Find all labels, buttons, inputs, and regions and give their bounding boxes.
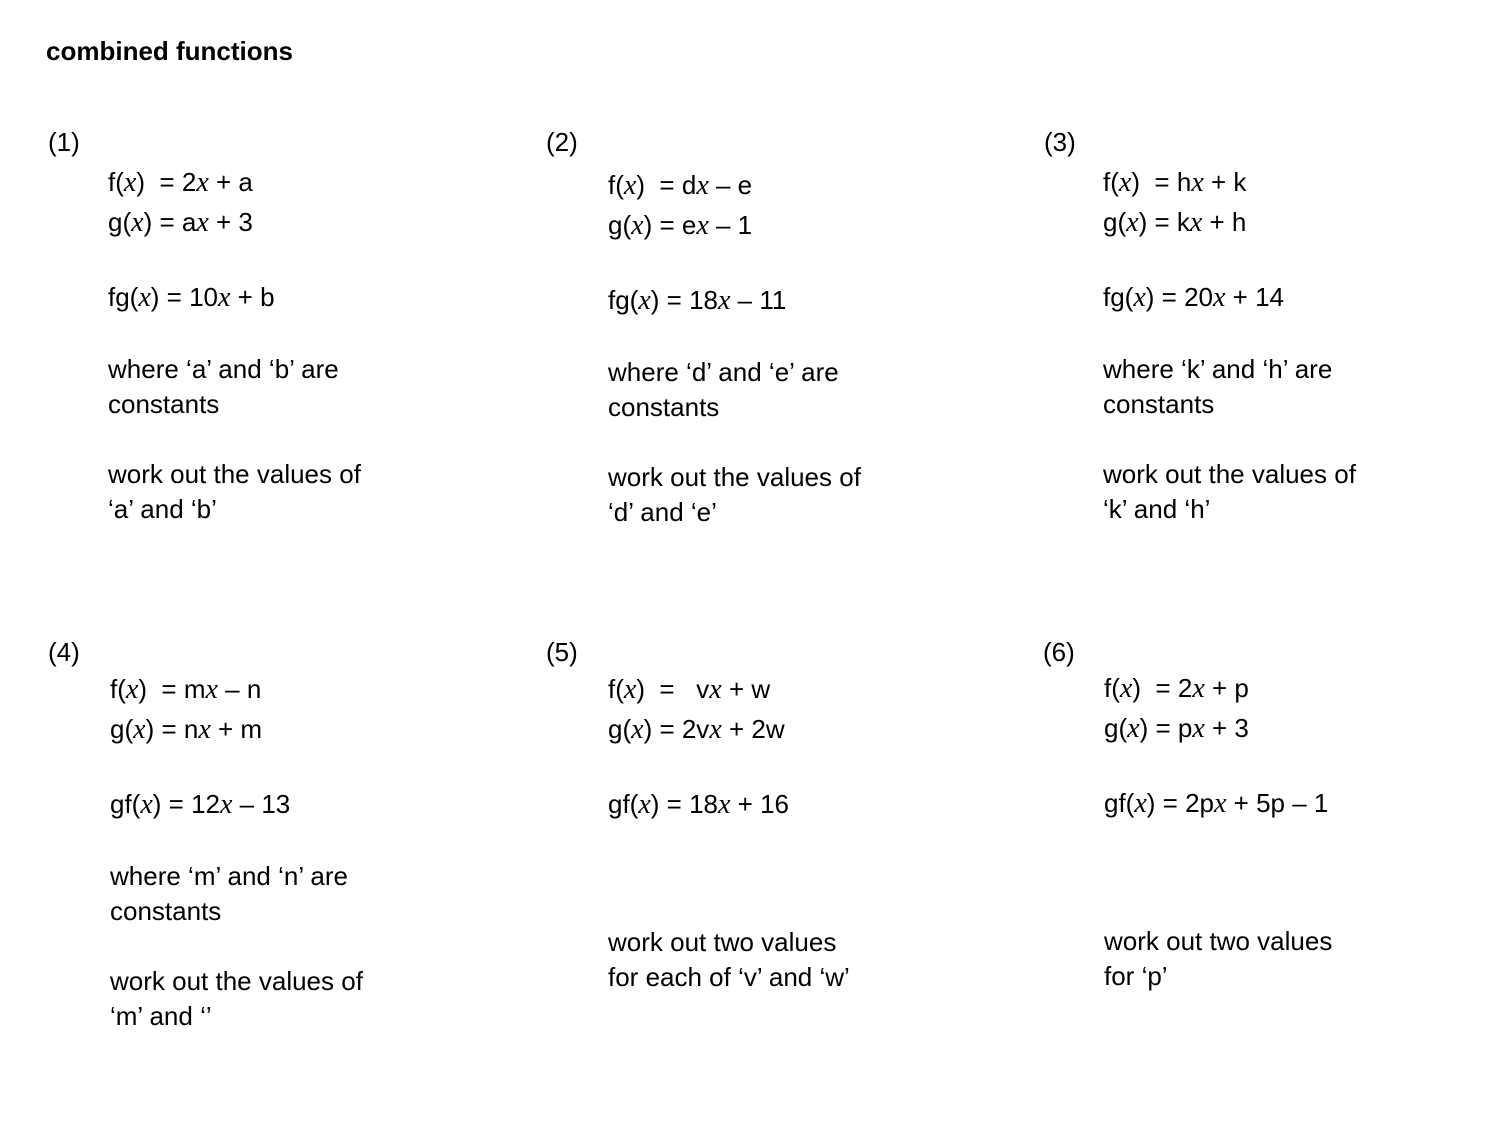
task-line-2: ‘k’ and ‘h’ — [1103, 494, 1211, 524]
composite-definition: gf(x) = 12x – 13 — [110, 789, 291, 820]
g-definition: g(x) = 2vx + 2w — [608, 714, 785, 745]
task-line-1: work out the values of — [608, 462, 861, 492]
composite-definition: fg(x) = 20x + 14 — [1103, 282, 1284, 313]
page-title: combined functions — [46, 36, 293, 66]
problem-number: (5) — [546, 637, 578, 667]
g-definition: g(x) = ex – 1 — [608, 210, 753, 241]
f-definition: f(x) = 2x + p — [1104, 673, 1249, 704]
task-line-1: work out two values — [608, 927, 837, 957]
problem-number: (2) — [546, 127, 578, 157]
f-definition: f(x) = mx – n — [110, 674, 262, 705]
where-line-2: constants — [608, 392, 720, 422]
problem-number: (6) — [1043, 637, 1075, 667]
composite-definition: gf(x) = 2px + 5p – 1 — [1104, 788, 1329, 819]
composite-definition: fg(x) = 18x – 11 — [608, 285, 787, 316]
task-line-2: for each of ‘v’ and ‘w’ — [608, 962, 850, 992]
task-line-1: work out the values of — [110, 966, 363, 996]
composite-definition: gf(x) = 18x + 16 — [608, 789, 789, 820]
f-definition: f(x) = 2x + a — [108, 167, 253, 198]
problem-number: (4) — [48, 637, 80, 667]
problem-number: (1) — [48, 127, 80, 157]
composite-definition: fg(x) = 10x + b — [108, 282, 275, 313]
task-line-1: work out the values of — [108, 459, 361, 489]
g-definition: g(x) = nx + m — [110, 714, 263, 745]
f-definition: f(x) = vx + w — [608, 674, 771, 705]
where-line-2: constants — [108, 389, 220, 419]
task-line-2: ‘a’ and ‘b’ — [108, 494, 217, 524]
g-definition: g(x) = kx + h — [1103, 207, 1247, 238]
where-line-2: constants — [1103, 389, 1215, 419]
task-line-2: ‘m’ and ‘’ — [110, 1001, 212, 1031]
task-line-1: work out two values — [1104, 926, 1333, 956]
f-definition: f(x) = hx + k — [1103, 167, 1247, 198]
problem-number: (3) — [1044, 127, 1076, 157]
where-line-1: where ‘a’ and ‘b’ are — [108, 354, 339, 384]
where-line-1: where ‘k’ and ‘h’ are — [1103, 354, 1333, 384]
f-definition: f(x) = dx – e — [608, 170, 753, 201]
g-definition: g(x) = px + 3 — [1104, 713, 1249, 744]
where-line-1: where ‘m’ and ‘n’ are — [110, 861, 348, 891]
task-line-1: work out the values of — [1103, 459, 1356, 489]
task-line-2: for ‘p’ — [1104, 961, 1168, 991]
g-definition: g(x) = ax + 3 — [108, 207, 253, 238]
where-line-2: constants — [110, 896, 222, 926]
where-line-1: where ‘d’ and ‘e’ are — [608, 357, 839, 387]
task-line-2: ‘d’ and ‘e’ — [608, 497, 717, 527]
